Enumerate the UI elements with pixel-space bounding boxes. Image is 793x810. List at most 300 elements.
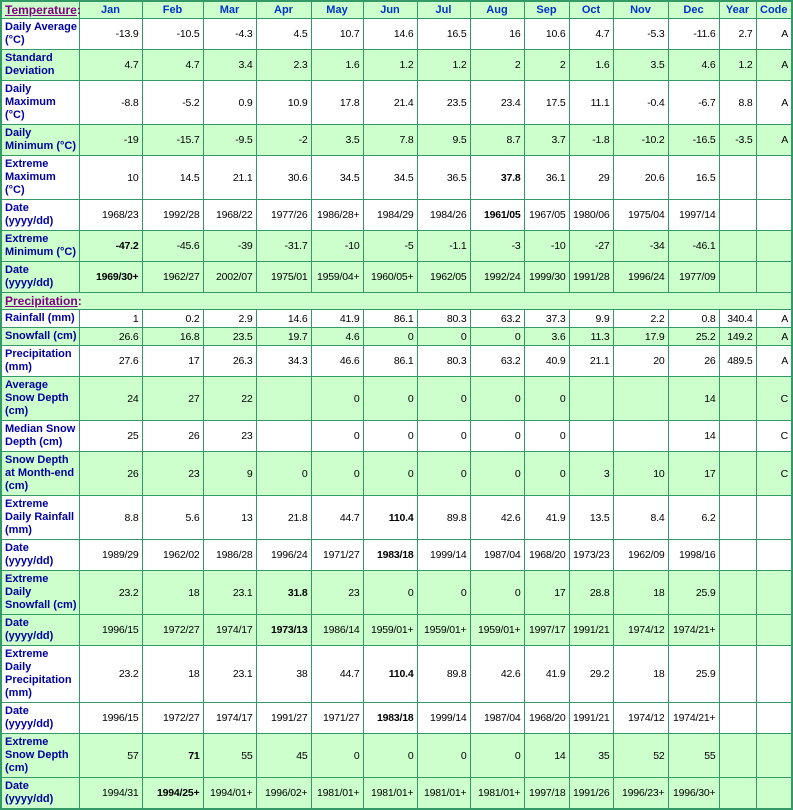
data-cell: 1992/24	[470, 262, 524, 293]
data-cell: 1996/15	[79, 703, 142, 734]
data-cell: 1981/01+	[417, 778, 470, 810]
data-cell: 1980/06	[569, 200, 613, 231]
data-cell: 35	[569, 734, 613, 778]
data-cell	[569, 421, 613, 452]
data-cell: -8.8	[79, 81, 142, 125]
data-cell	[719, 778, 756, 810]
table-row	[1, 778, 792, 810]
data-cell	[719, 377, 756, 421]
data-cell	[756, 540, 792, 571]
data-cell	[256, 377, 311, 421]
data-cell: 1994/25+	[142, 778, 203, 810]
data-cell: 14.5	[142, 156, 203, 200]
data-cell: 1973/23	[569, 540, 613, 571]
data-cell: 0.8	[668, 310, 719, 328]
data-cell: 110.4	[363, 646, 417, 703]
data-cell: 0	[363, 452, 417, 496]
data-cell: 0	[311, 452, 363, 496]
column-header-oct: Oct	[569, 1, 613, 19]
precipitation-section-label[interactable]: Precipitation:	[1, 293, 792, 310]
data-cell: 1968/20	[524, 540, 569, 571]
data-cell: -11.6	[668, 19, 719, 50]
table-row	[1, 646, 792, 703]
precipitation-link[interactable]: Precipitation	[5, 294, 78, 308]
data-cell: -19	[79, 125, 142, 156]
data-cell: 57	[79, 734, 142, 778]
data-cell	[719, 540, 756, 571]
data-cell: 1974/21+	[668, 703, 719, 734]
data-cell: 30.6	[256, 156, 311, 200]
data-cell: 1983/18	[363, 540, 417, 571]
data-cell: A	[756, 125, 792, 156]
data-cell: -10	[311, 231, 363, 262]
table-row	[1, 540, 792, 571]
data-cell: 1991/21	[569, 615, 613, 646]
data-cell: 16.5	[417, 19, 470, 50]
data-cell: 2.3	[256, 50, 311, 81]
data-cell	[756, 496, 792, 540]
table-row	[1, 310, 792, 328]
data-cell	[756, 262, 792, 293]
data-cell: 17	[668, 452, 719, 496]
data-cell: 1961/05	[470, 200, 524, 231]
data-cell: 1972/27	[142, 615, 203, 646]
data-cell: 0	[363, 571, 417, 615]
data-cell: -34	[613, 231, 668, 262]
row-label: Precipitation (mm)	[1, 346, 79, 377]
data-cell: -16.5	[668, 125, 719, 156]
table-row	[1, 50, 792, 81]
data-cell: 29	[569, 156, 613, 200]
data-cell: 0	[470, 328, 524, 346]
data-cell: 41.9	[311, 310, 363, 328]
data-cell: 63.2	[470, 346, 524, 377]
table-row	[1, 19, 792, 50]
data-cell: 1999/14	[417, 703, 470, 734]
data-cell: 46.6	[311, 346, 363, 377]
data-cell	[756, 571, 792, 615]
data-cell: 0	[363, 421, 417, 452]
data-cell: 1975/01	[256, 262, 311, 293]
data-cell: 1981/01+	[470, 778, 524, 810]
data-cell: 1.2	[719, 50, 756, 81]
data-cell: 2.9	[203, 310, 256, 328]
data-cell	[719, 421, 756, 452]
data-cell: 0.9	[203, 81, 256, 125]
data-cell: 23	[142, 452, 203, 496]
data-cell: 17.8	[311, 81, 363, 125]
data-cell: 38	[256, 646, 311, 703]
data-cell: 19.7	[256, 328, 311, 346]
data-cell: 71	[142, 734, 203, 778]
data-cell: 14	[668, 377, 719, 421]
data-cell: 1994/01+	[203, 778, 256, 810]
data-cell: 25.9	[668, 571, 719, 615]
row-label: Date (yyyy/dd)	[1, 540, 79, 571]
row-label: Extreme Daily Snowfall (cm)	[1, 571, 79, 615]
data-cell: 80.3	[417, 346, 470, 377]
data-cell: 23	[311, 571, 363, 615]
data-cell: 89.8	[417, 646, 470, 703]
data-cell: 0	[470, 452, 524, 496]
data-cell: 489.5	[719, 346, 756, 377]
data-cell: 13.5	[569, 496, 613, 540]
column-header-nov: Nov	[613, 1, 668, 19]
table-row	[1, 615, 792, 646]
column-header-jul: Jul	[417, 1, 470, 19]
row-label: Daily Minimum (°C)	[1, 125, 79, 156]
data-cell: 34.5	[311, 156, 363, 200]
data-cell: 11.3	[569, 328, 613, 346]
data-cell	[756, 200, 792, 231]
row-label: Median Snow Depth (cm)	[1, 421, 79, 452]
data-cell: 1967/05	[524, 200, 569, 231]
row-label: Date (yyyy/dd)	[1, 200, 79, 231]
row-label: Average Snow Depth (cm)	[1, 377, 79, 421]
data-cell: 1984/29	[363, 200, 417, 231]
column-header-feb: Feb	[142, 1, 203, 19]
data-cell: 1991/28	[569, 262, 613, 293]
data-cell: 16.8	[142, 328, 203, 346]
data-cell: 1.6	[569, 50, 613, 81]
data-cell: 0	[524, 421, 569, 452]
data-cell: 1987/04	[470, 540, 524, 571]
data-cell: -3	[470, 231, 524, 262]
data-cell: 1986/14	[311, 615, 363, 646]
data-cell	[613, 377, 668, 421]
data-cell: 1959/04+	[311, 262, 363, 293]
data-cell: 1984/26	[417, 200, 470, 231]
data-cell: 1974/17	[203, 615, 256, 646]
data-cell: 3.5	[613, 50, 668, 81]
data-cell: 23.5	[417, 81, 470, 125]
row-label: Daily Average (°C)	[1, 19, 79, 50]
data-cell: 45	[256, 734, 311, 778]
data-cell: 26.6	[79, 328, 142, 346]
data-cell: 4.5	[256, 19, 311, 50]
data-cell: 24	[79, 377, 142, 421]
data-cell: 1973/13	[256, 615, 311, 646]
data-cell: 1968/23	[79, 200, 142, 231]
data-cell: 0	[417, 328, 470, 346]
data-cell: 26	[668, 346, 719, 377]
data-cell	[756, 703, 792, 734]
table-row	[1, 703, 792, 734]
data-cell: 10	[613, 452, 668, 496]
data-cell: -5	[363, 231, 417, 262]
data-cell: 0	[470, 421, 524, 452]
data-cell: 2002/07	[203, 262, 256, 293]
data-cell: 5.6	[142, 496, 203, 540]
data-cell: 1974/21+	[668, 615, 719, 646]
data-cell: 10	[79, 156, 142, 200]
data-cell: 20	[613, 346, 668, 377]
data-cell: 89.8	[417, 496, 470, 540]
data-cell: 1999/14	[417, 540, 470, 571]
data-cell: 25.2	[668, 328, 719, 346]
data-cell: 42.6	[470, 646, 524, 703]
data-cell: -27	[569, 231, 613, 262]
data-cell: 1994/31	[79, 778, 142, 810]
data-cell	[756, 646, 792, 703]
data-cell	[719, 615, 756, 646]
data-cell: -13.9	[79, 19, 142, 50]
data-cell: 63.2	[470, 310, 524, 328]
column-header-dec: Dec	[668, 1, 719, 19]
table-row	[1, 262, 792, 293]
data-cell: 1.2	[363, 50, 417, 81]
data-cell: -31.7	[256, 231, 311, 262]
column-header-mar: Mar	[203, 1, 256, 19]
data-cell: 1971/27	[311, 703, 363, 734]
data-cell: 13	[203, 496, 256, 540]
data-cell: 29.2	[569, 646, 613, 703]
data-cell: 340.4	[719, 310, 756, 328]
table-row	[1, 571, 792, 615]
data-cell: 21.1	[203, 156, 256, 200]
table-row	[1, 734, 792, 778]
data-cell: -39	[203, 231, 256, 262]
data-cell: 1974/12	[613, 615, 668, 646]
data-cell: 110.4	[363, 496, 417, 540]
table-body	[1, 19, 792, 810]
row-label: Extreme Daily Precipitation (mm)	[1, 646, 79, 703]
data-cell: 8.8	[79, 496, 142, 540]
data-cell: 14	[524, 734, 569, 778]
data-cell: A	[756, 81, 792, 125]
data-cell: A	[756, 328, 792, 346]
data-cell: 1991/26	[569, 778, 613, 810]
data-cell: 0	[417, 571, 470, 615]
data-cell: 0	[417, 452, 470, 496]
column-header-row	[1, 1, 792, 19]
data-cell: 26.3	[203, 346, 256, 377]
data-cell: 21.1	[569, 346, 613, 377]
data-cell: 26	[142, 421, 203, 452]
data-cell: -15.7	[142, 125, 203, 156]
column-header-year: Year	[719, 1, 756, 19]
data-cell: 1996/23+	[613, 778, 668, 810]
data-cell: 86.1	[363, 310, 417, 328]
data-cell: C	[756, 421, 792, 452]
data-cell: 0	[524, 452, 569, 496]
data-cell: 1968/22	[203, 200, 256, 231]
data-cell: -5.2	[142, 81, 203, 125]
data-cell: -47.2	[79, 231, 142, 262]
data-cell: 52	[613, 734, 668, 778]
data-cell: 1989/29	[79, 540, 142, 571]
data-cell: -2	[256, 125, 311, 156]
temperature-link[interactable]: Temperature	[5, 3, 77, 17]
data-cell: -46.1	[668, 231, 719, 262]
data-cell: 1998/16	[668, 540, 719, 571]
column-header-jan: Jan	[79, 1, 142, 19]
data-cell: 20.6	[613, 156, 668, 200]
data-cell: 1968/20	[524, 703, 569, 734]
data-cell: 23.2	[79, 571, 142, 615]
data-cell	[719, 734, 756, 778]
column-header-sep: Sep	[524, 1, 569, 19]
data-cell: 8.4	[613, 496, 668, 540]
data-cell: A	[756, 346, 792, 377]
data-cell: 10.6	[524, 19, 569, 50]
data-cell: -10.2	[613, 125, 668, 156]
data-cell: 149.2	[719, 328, 756, 346]
data-cell: 9	[203, 452, 256, 496]
data-cell: 18	[142, 571, 203, 615]
data-cell: 1977/26	[256, 200, 311, 231]
data-cell: A	[756, 310, 792, 328]
data-cell: 1981/01+	[311, 778, 363, 810]
row-label: Rainfall (mm)	[1, 310, 79, 328]
row-label: Extreme Minimum (°C)	[1, 231, 79, 262]
data-cell: 16	[470, 19, 524, 50]
data-cell: 4.7	[142, 50, 203, 81]
data-cell: 4.7	[569, 19, 613, 50]
data-cell: 23.2	[79, 646, 142, 703]
data-cell: 27	[142, 377, 203, 421]
temperature-section-label[interactable]	[1, 1, 79, 19]
data-cell: 1997/17	[524, 615, 569, 646]
data-cell: 1971/27	[311, 540, 363, 571]
data-cell: 6.2	[668, 496, 719, 540]
data-cell: 1969/30+	[79, 262, 142, 293]
data-cell	[719, 571, 756, 615]
data-cell: 0	[417, 421, 470, 452]
data-cell: 21.4	[363, 81, 417, 125]
data-cell: 37.8	[470, 156, 524, 200]
data-cell	[719, 646, 756, 703]
table-row	[1, 421, 792, 452]
data-cell: 2	[470, 50, 524, 81]
data-cell: 1960/05+	[363, 262, 417, 293]
data-cell: 9.9	[569, 310, 613, 328]
data-cell	[719, 262, 756, 293]
table-row	[1, 328, 792, 346]
data-cell: 28.8	[569, 571, 613, 615]
data-cell: 11.1	[569, 81, 613, 125]
data-cell	[756, 231, 792, 262]
data-cell: 9.5	[417, 125, 470, 156]
data-cell: 1983/18	[363, 703, 417, 734]
data-cell: 1992/28	[142, 200, 203, 231]
data-cell: 1959/01+	[417, 615, 470, 646]
data-cell: 0	[417, 377, 470, 421]
data-cell: 0	[311, 421, 363, 452]
data-cell: 1996/30+	[668, 778, 719, 810]
data-cell: 3.5	[311, 125, 363, 156]
data-cell: 34.5	[363, 156, 417, 200]
data-cell: 55	[203, 734, 256, 778]
data-cell	[719, 156, 756, 200]
data-cell: 21.8	[256, 496, 311, 540]
data-cell: 3.7	[524, 125, 569, 156]
data-cell: 7.8	[363, 125, 417, 156]
data-cell: 1996/15	[79, 615, 142, 646]
data-cell: 23.1	[203, 646, 256, 703]
data-cell	[719, 703, 756, 734]
section-divider-row	[1, 293, 792, 310]
data-cell: -1.8	[569, 125, 613, 156]
data-cell: 0	[363, 377, 417, 421]
data-cell: 18	[613, 571, 668, 615]
table-row	[1, 81, 792, 125]
data-cell: -6.7	[668, 81, 719, 125]
data-cell: 22	[203, 377, 256, 421]
data-cell: 10.9	[256, 81, 311, 125]
row-label: Snow Depth at Month-end (cm)	[1, 452, 79, 496]
data-cell: 4.6	[311, 328, 363, 346]
data-cell: A	[756, 50, 792, 81]
data-cell: 36.1	[524, 156, 569, 200]
data-cell: 1986/28	[203, 540, 256, 571]
data-cell: 14	[668, 421, 719, 452]
row-label: Extreme Daily Rainfall (mm)	[1, 496, 79, 540]
data-cell: A	[756, 19, 792, 50]
data-cell: 25	[79, 421, 142, 452]
data-cell: -3.5	[719, 125, 756, 156]
data-cell: 0	[363, 734, 417, 778]
column-header-jun: Jun	[363, 1, 417, 19]
table-row	[1, 156, 792, 200]
data-cell: 31.8	[256, 571, 311, 615]
data-cell: 27.6	[79, 346, 142, 377]
data-cell: 44.7	[311, 646, 363, 703]
data-cell: 1959/01+	[470, 615, 524, 646]
data-cell: 14.6	[256, 310, 311, 328]
data-cell: C	[756, 452, 792, 496]
temperature-colon: :	[76, 3, 81, 17]
data-cell: 17	[142, 346, 203, 377]
data-cell	[256, 421, 311, 452]
data-cell: -9.5	[203, 125, 256, 156]
data-cell: 3.4	[203, 50, 256, 81]
data-cell	[569, 377, 613, 421]
table-row	[1, 231, 792, 262]
data-cell: 0.2	[142, 310, 203, 328]
data-cell: 25.9	[668, 646, 719, 703]
data-cell: 0	[470, 571, 524, 615]
data-cell: 23.5	[203, 328, 256, 346]
data-cell: 0	[363, 328, 417, 346]
data-cell: -5.3	[613, 19, 668, 50]
data-cell: 1999/30	[524, 262, 569, 293]
data-cell: 1972/27	[142, 703, 203, 734]
data-cell: 86.1	[363, 346, 417, 377]
data-cell: 1997/14	[668, 200, 719, 231]
data-cell: 18	[142, 646, 203, 703]
data-cell: 17.5	[524, 81, 569, 125]
row-label: Extreme Snow Depth (cm)	[1, 734, 79, 778]
data-cell: 2.7	[719, 19, 756, 50]
data-cell: -10	[524, 231, 569, 262]
data-cell: 1986/28+	[311, 200, 363, 231]
data-cell: 34.3	[256, 346, 311, 377]
data-cell: 0	[311, 734, 363, 778]
data-cell: 23.4	[470, 81, 524, 125]
row-label: Date (yyyy/dd)	[1, 615, 79, 646]
table-row	[1, 200, 792, 231]
data-cell: 8.7	[470, 125, 524, 156]
column-header-aug: Aug	[470, 1, 524, 19]
data-cell: 4.6	[668, 50, 719, 81]
data-cell: 17.9	[613, 328, 668, 346]
data-cell	[719, 200, 756, 231]
data-cell: -45.6	[142, 231, 203, 262]
data-cell: 1962/02	[142, 540, 203, 571]
data-cell	[719, 496, 756, 540]
data-cell	[756, 778, 792, 810]
